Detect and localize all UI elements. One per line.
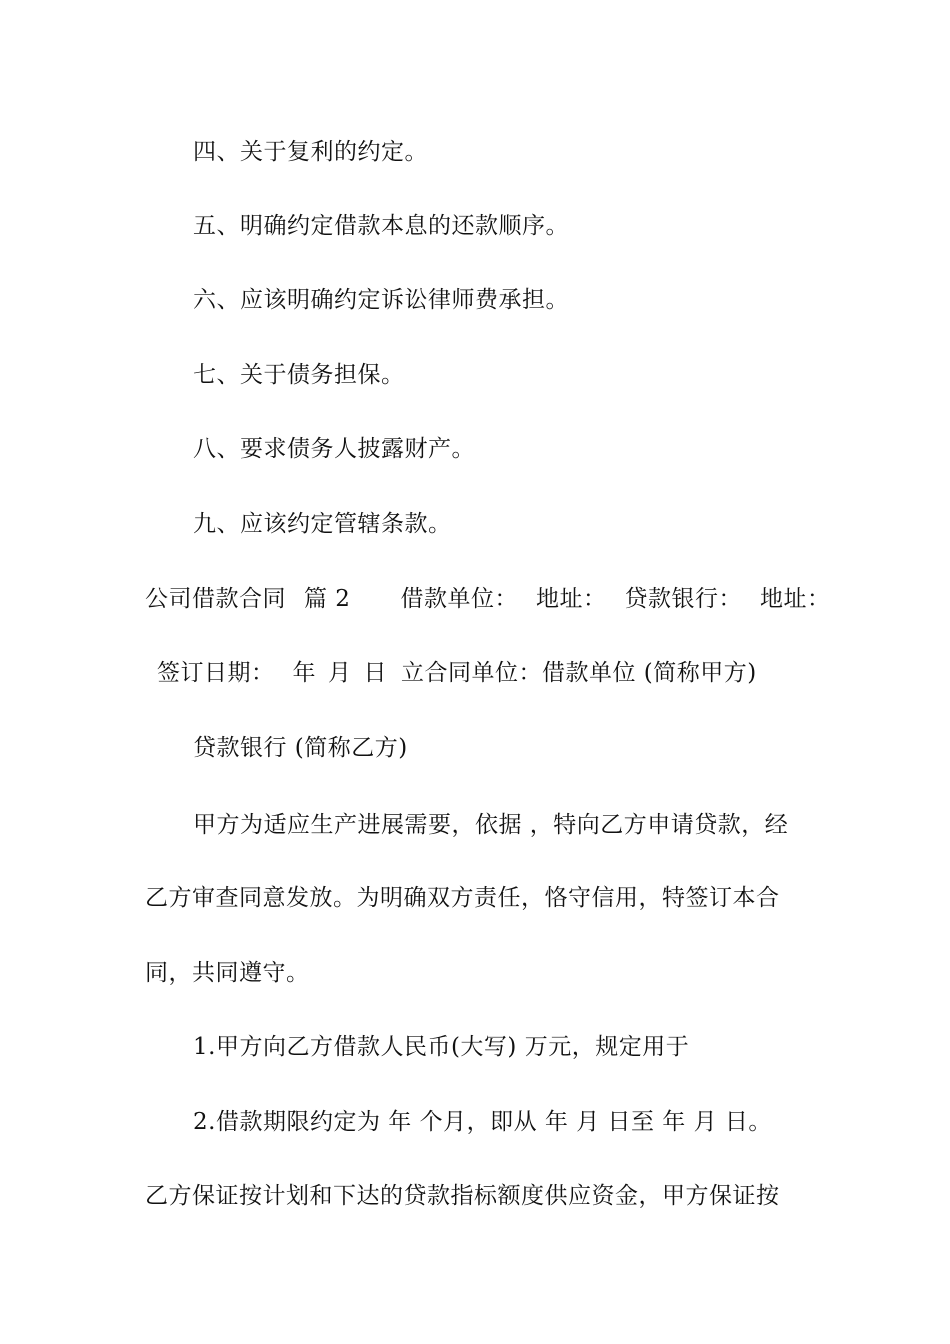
contract-part: 篇 2 (304, 586, 351, 612)
signing-line (157, 658, 757, 688)
item-5: 五、明确约定借款本息的还款顺序。 (193, 213, 569, 239)
para1-line1: 甲方为适应生产进展需要，依据 ，特向乙方申请贷款，经 (193, 812, 789, 838)
date-month: 月 (328, 660, 352, 686)
clause-2-line1: 2.借款期限约定为 年 个月，即从 年 月 日至 年 月 日。 (193, 1109, 772, 1135)
date-day: 日 (363, 660, 387, 686)
bank-label: 贷款银行： (624, 586, 742, 612)
para1-line2: 乙方审查同意发放。为明确双方责任，恪守信用，特签订本合 (145, 885, 780, 911)
date-label: 签订日期： (157, 660, 275, 686)
item-8: 八、要求债务人披露财产。 (193, 436, 475, 462)
date-year: 年 (292, 660, 316, 686)
clause-1: 1.甲方向乙方借款人民币(大写) 万元，规定用于 (193, 1034, 690, 1060)
parties-text: 立合同单位：借款单位 (简称甲方) (401, 660, 757, 686)
borrower-address-label: 地址： (535, 586, 607, 612)
item-4: 四、关于复利的约定。 (193, 139, 428, 165)
contract-header-line (145, 584, 830, 614)
borrower-label: 借款单位： (400, 586, 518, 612)
item-6: 六、应该明确约定诉讼律师费承担。 (193, 287, 569, 313)
item-9: 九、应该约定管辖条款。 (193, 511, 452, 537)
para1-line3: 同，共同遵守。 (145, 960, 310, 986)
party-b: 贷款银行 (简称乙方) (193, 735, 408, 761)
clause-2-line2: 乙方保证按计划和下达的贷款指标额度供应资金，甲方保证按 (145, 1183, 780, 1209)
bank-address-label: 地址： (759, 586, 831, 612)
contract-title: 公司借款合同 (145, 586, 286, 612)
item-7: 七、关于债务担保。 (193, 362, 405, 388)
